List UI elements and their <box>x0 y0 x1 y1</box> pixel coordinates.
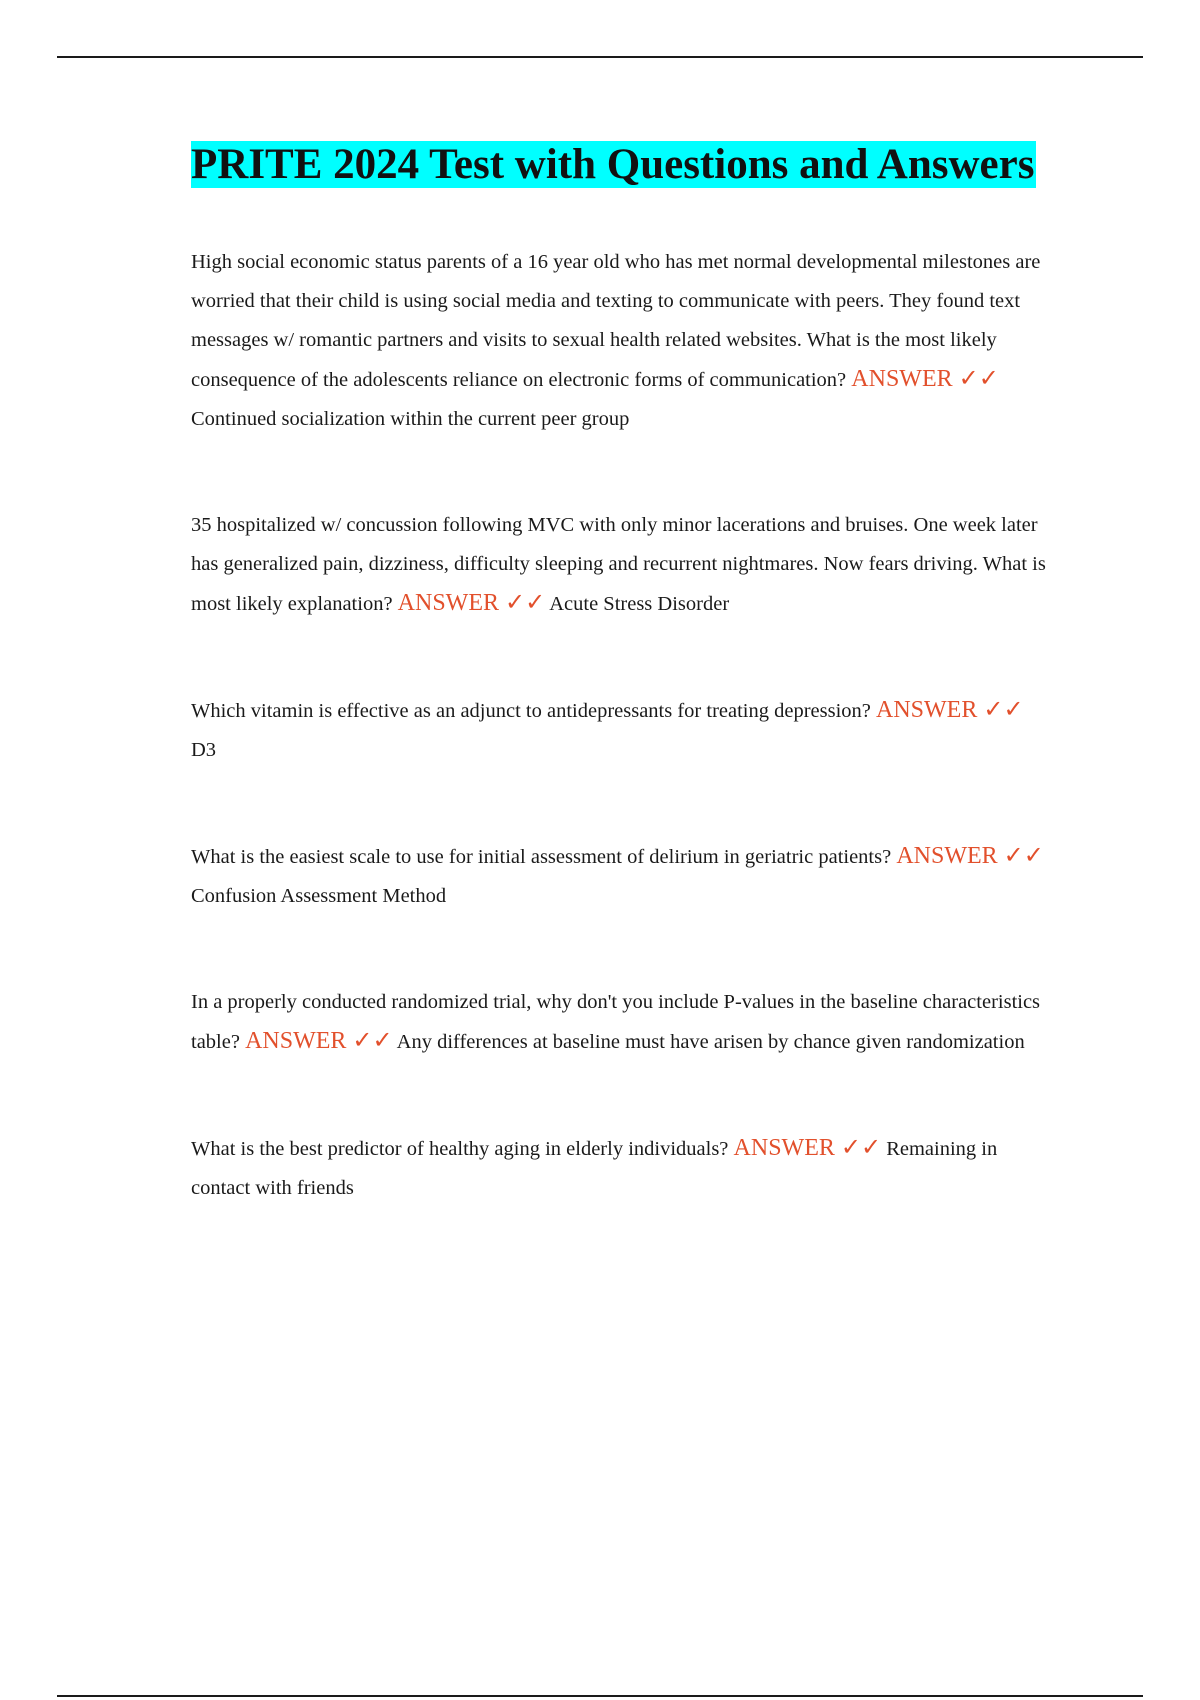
question-text: High social economic status parents of a 16 year old who has met normal developmental milestones are worried that their child is using social media and texting to communicate with peers. They found text messages w/ romantic partners and visits to sexual health related websites. What is the most likely consequence of the adolescents reliance on electronic forms of communication? <box>191 251 1041 391</box>
footer-rule <box>57 1695 1143 1697</box>
qa-item <box>191 506 1051 624</box>
document-body <box>191 138 1051 1208</box>
qa-item <box>191 243 1051 439</box>
answer-text: Any differences at baseline must have arisen by chance given randomization <box>396 1031 1025 1053</box>
qa-item <box>191 691 1051 770</box>
question-text: What is the easiest scale to use for initial assessment of delirium in geriatric patients? <box>191 846 892 868</box>
qa-item <box>191 837 1051 916</box>
answer-label: ANSWER ✓✓ <box>896 843 1044 869</box>
answer-text: Acute Stress Disorder <box>549 593 730 615</box>
answer-text: Remaining in contact with friends <box>191 1138 998 1199</box>
qa-list <box>191 243 1051 1208</box>
page-title <box>191 138 1051 191</box>
answer-text: Continued socialization within the current peer group <box>191 408 630 430</box>
title-highlight: PRITE 2024 Test with Questions and Answers <box>191 141 1035 188</box>
question-text: In a properly conducted randomized trial, why don't you include P-values in the baseline characteristics table? <box>191 991 1041 1053</box>
answer-label: ANSWER ✓✓ <box>851 366 999 392</box>
question-text: What is the best predictor of healthy aging in elderly individuals? <box>191 1138 729 1160</box>
qa-item <box>191 1129 1051 1208</box>
question-text: Which vitamin is effective as an adjunct to antidepressants for treating depression? <box>191 700 871 722</box>
answer-label: ANSWER ✓✓ <box>876 697 1024 723</box>
header-rule <box>57 56 1143 58</box>
qa-item <box>191 983 1051 1062</box>
answer-label: ANSWER ✓✓ <box>397 590 546 616</box>
answer-text: Confusion Assessment Method <box>191 885 447 907</box>
question-text: 35 hospitalized w/ concussion following MVC with only minor lacerations and bruises. One week later has generalized pain, dizziness, difficulty sleeping and recurrent nightmares. Now fears driving. What is most likely explanation? <box>191 514 1046 615</box>
answer-label: ANSWER ✓✓ <box>245 1028 393 1054</box>
answer-text: D3 <box>191 739 217 761</box>
answer-label: ANSWER ✓✓ <box>733 1135 882 1161</box>
